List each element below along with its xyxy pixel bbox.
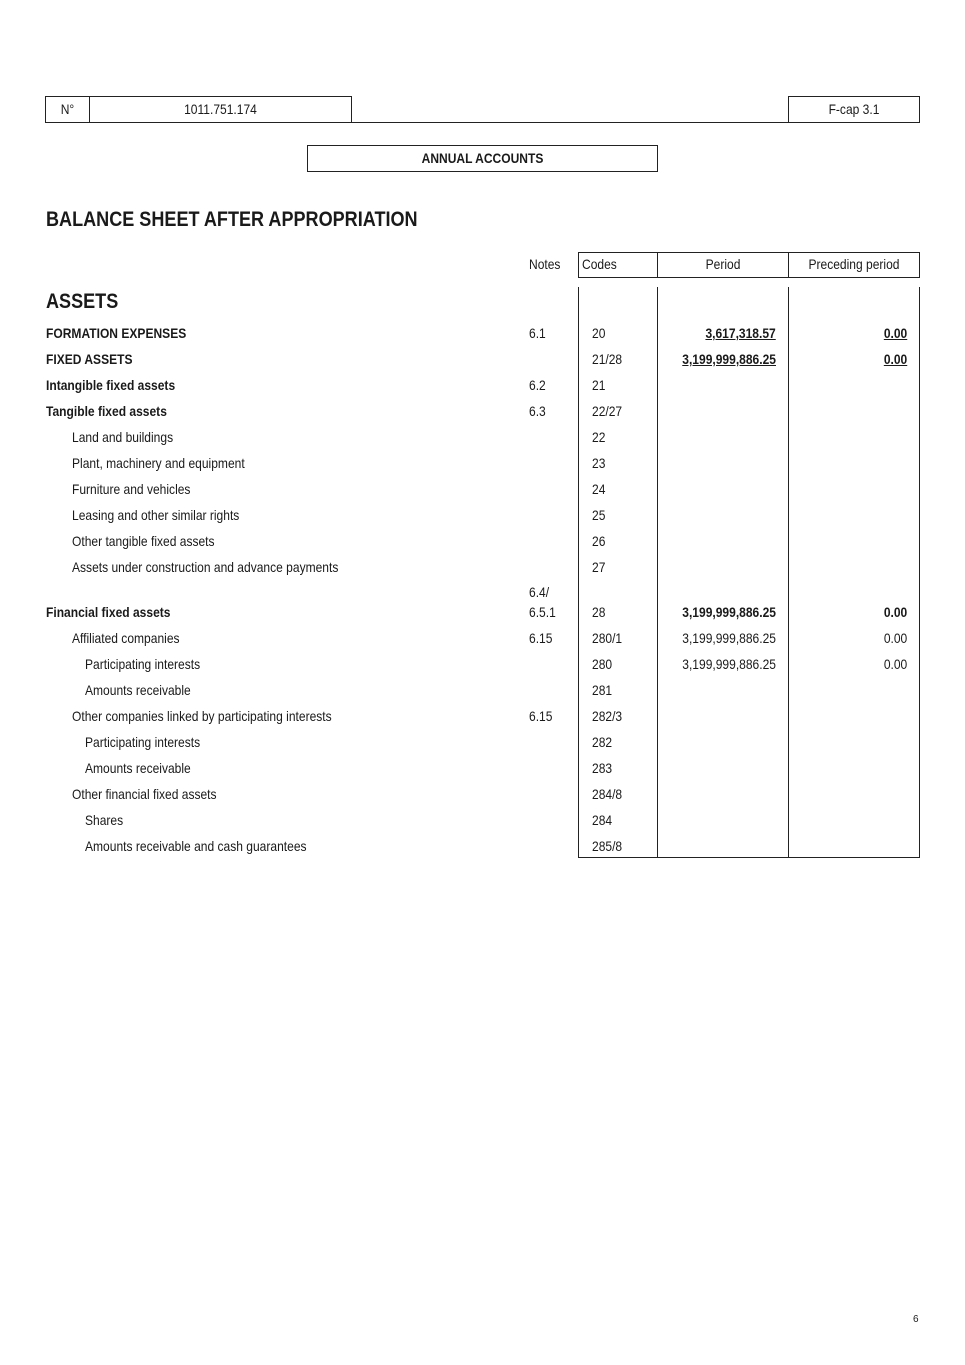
row-notes: 6.3 [529,403,546,419]
row-notes: 6.2 [529,377,546,393]
table-row [0,398,965,424]
row-label: Participating interests [85,734,201,750]
row-code: 285/8 [592,838,623,854]
table-row [0,424,965,450]
table-row [0,677,965,703]
form-code: F-cap 3.1 [828,101,880,117]
row-label: Amounts receivable [85,682,191,698]
row-code: 26 [592,533,606,549]
row-period: 3,199,999,886.25 [682,630,776,646]
col-header-notes: Notes [529,256,561,272]
number-value-box [89,96,352,123]
row-label: Affiliated companies [72,630,180,646]
row-notes-line1: 6.4/ [529,584,550,600]
row-label: Participating interests [85,656,201,672]
col-divider-1 [657,252,658,278]
row-label: Furniture and vehicles [72,481,191,497]
row-code: 22 [592,429,606,445]
table-row [0,807,965,833]
row-notes: 6.15 [529,708,553,724]
section-title: BALANCE SHEET AFTER APPROPRIATION [46,208,418,231]
row-code: 284/8 [592,786,623,802]
row-code: 283 [592,760,613,776]
body-left-top [578,287,579,289]
row-code: 282 [592,734,613,750]
row-label: FIXED ASSETS [46,351,133,367]
table-row [0,476,965,502]
row-label: FORMATION EXPENSES [46,325,187,341]
row-label: Amounts receivable [85,760,191,776]
row-code: 22/27 [592,403,623,419]
table-row [0,651,965,677]
row-period: 3,199,999,886.25 [682,656,776,672]
row-label: Land and buildings [72,429,174,445]
row-preceding: 0.00 [883,325,907,341]
row-code: 23 [592,455,606,471]
table-row [0,554,965,580]
table-row [0,703,965,729]
row-label: Amounts receivable and cash guarantees [85,838,307,854]
row-notes: 6.1 [529,325,546,341]
row-label: Financial fixed assets [46,604,171,620]
table-row [0,781,965,807]
table-row [0,833,965,859]
row-label: Intangible fixed assets [46,377,176,393]
table-row [0,528,965,554]
row-period: 3,617,318.57 [705,325,776,341]
table-row [0,320,965,346]
row-code: 284 [592,812,613,828]
row-preceding: 0.00 [883,630,907,646]
col-header-period: Period [705,256,741,272]
row-label: Plant, machinery and equipment [72,455,245,471]
table-row [0,450,965,476]
row-period: 3,199,999,886.25 [682,351,776,367]
number-label-box [45,96,90,123]
row-code: 21 [592,377,606,393]
table-row [0,372,965,398]
row-notes: 6.5.1 [529,604,556,620]
table-row [0,599,965,625]
row-code: 24 [592,481,606,497]
row-code: 28 [592,604,606,620]
table-row [0,729,965,755]
row-preceding: 0.00 [883,656,907,672]
col-header-preceding: Preceding period [808,256,900,272]
row-preceding: 0.00 [883,351,907,367]
page-number: 6 [913,1314,919,1325]
row-label: Assets under construction and advance payments [72,559,339,575]
table-row [0,755,965,781]
row-code: 21/28 [592,351,623,367]
row-label: Leasing and other similar rights [72,507,240,523]
number-label: N° [60,101,75,117]
col-header-codes: Codes [582,256,617,272]
row-notes: 6.15 [529,630,553,646]
row-code: 27 [592,559,606,575]
table-row [0,502,965,528]
row-label: Shares [85,812,124,828]
row-label: Tangible fixed assets [46,403,167,419]
form-code-box [788,96,920,123]
row-period: 3,199,999,886.25 [682,604,776,620]
row-code: 20 [592,325,606,341]
col-divider-2 [788,252,789,278]
row-label: Other financial fixed assets [72,786,217,802]
row-code: 281 [592,682,613,698]
row-label: Other companies linked by participating interests [72,708,332,724]
row-label: Other tangible fixed assets [72,533,215,549]
table-row [0,346,965,372]
row-code: 25 [592,507,606,523]
row-preceding: 0.00 [883,604,907,620]
row-code: 280/1 [592,630,623,646]
doc-title: ANNUAL ACCOUNTS [421,150,544,166]
assets-heading: ASSETS [46,290,119,313]
company-number: 1011.751.174 [184,101,257,117]
row-code: 280 [592,656,613,672]
row-code: 282/3 [592,708,623,724]
doc-title-box [307,145,658,172]
table-row [0,625,965,651]
